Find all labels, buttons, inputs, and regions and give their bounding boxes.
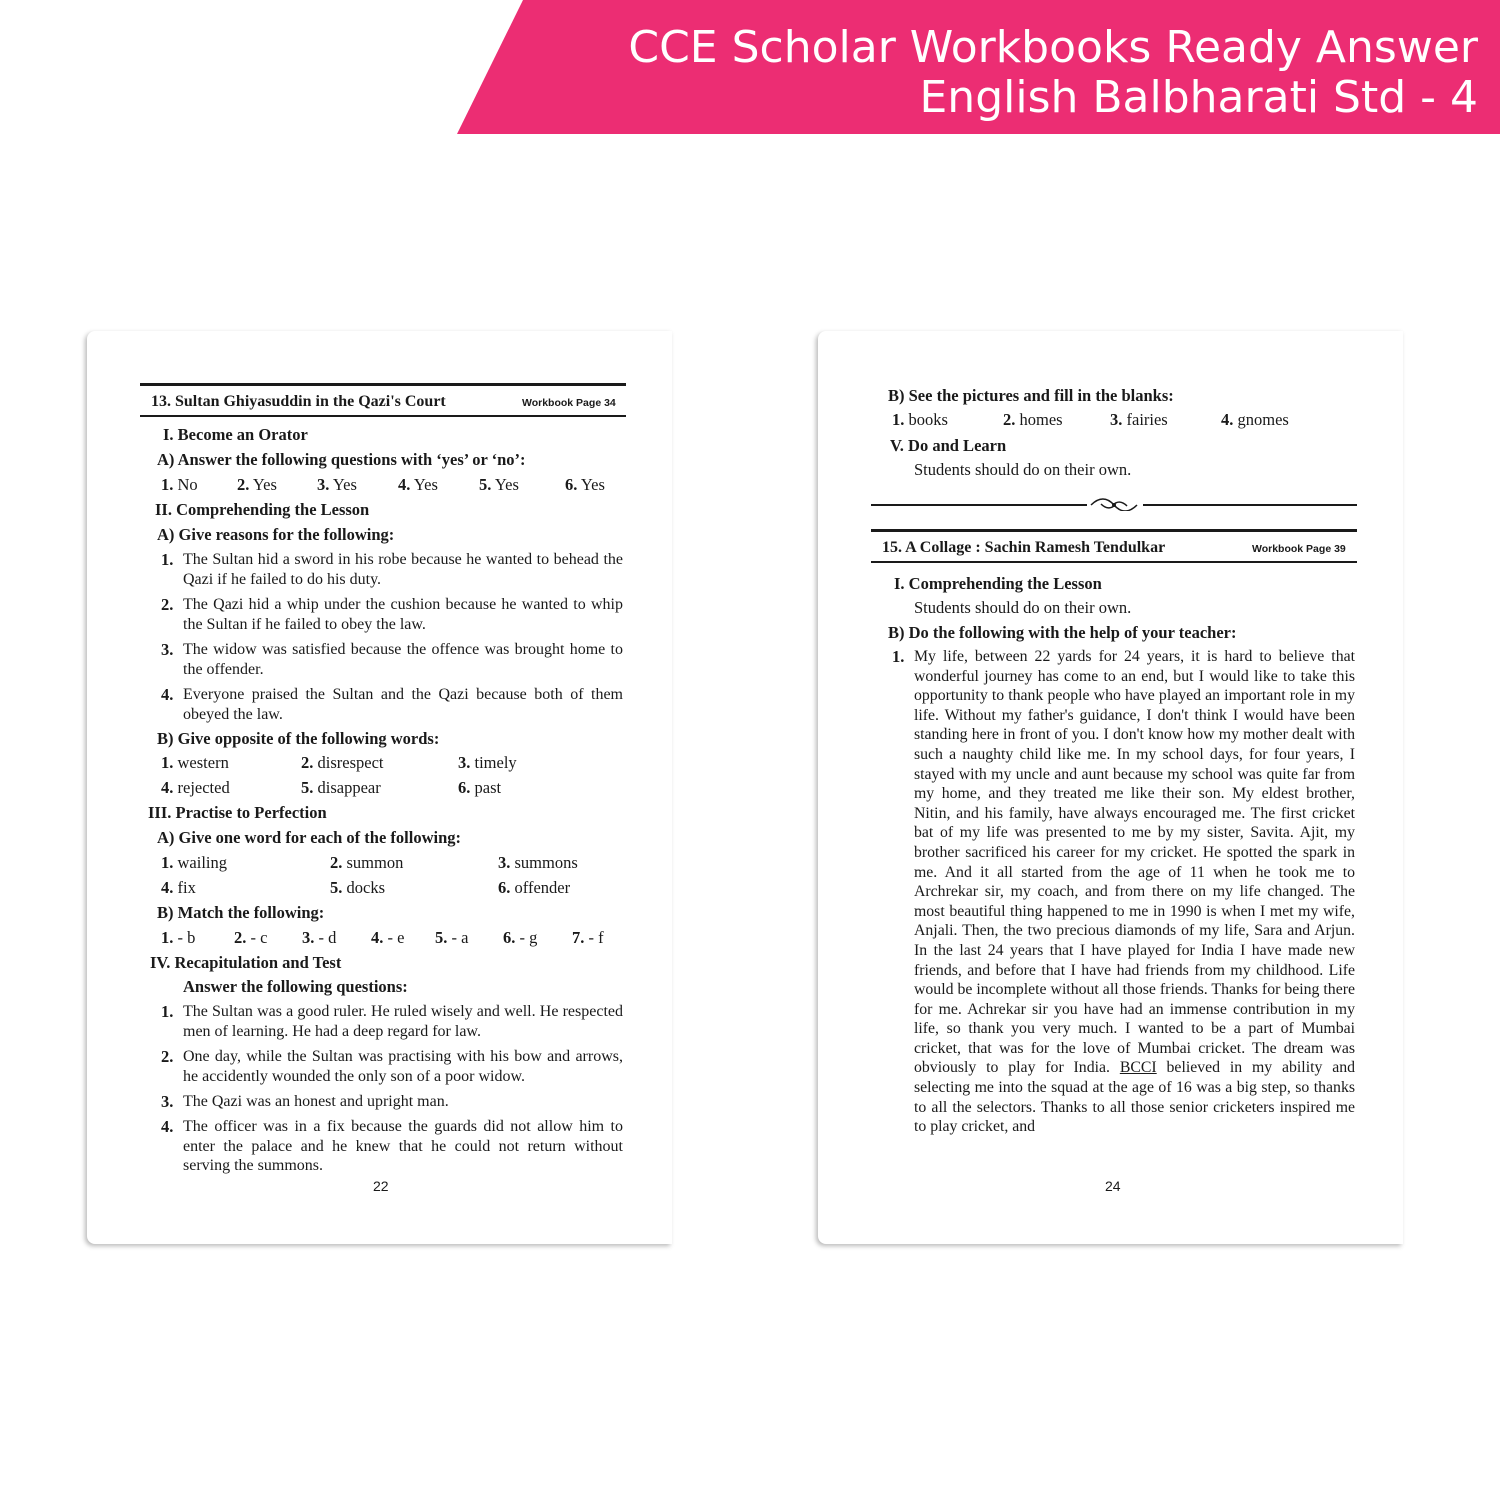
answer-text: One day, while the Sultan was practising with his bow and arrows, he accidently wounded the only son of a poor widow.: [183, 1048, 623, 1085]
bcci-underlined: BCCI: [1119, 1059, 1157, 1077]
list-number: 4.: [161, 1117, 174, 1136]
sub-heading: A) Give one word for each of the following:: [157, 828, 461, 847]
list-number: 2.: [161, 1047, 174, 1066]
sub-heading: Answer the following questions:: [183, 977, 408, 996]
chapter-top-rule: [140, 383, 626, 386]
section-heading: I. Become an Orator: [163, 425, 308, 444]
list-number: 3.: [161, 1092, 174, 1111]
list-number: 1.: [161, 1002, 174, 1021]
list-number: 1.: [161, 550, 174, 569]
answer-text: Students should do on their own.: [914, 460, 1132, 479]
answer-text: The Qazi hid a whip under the cushion because he wanted to whip the Sultan if he failed to obey the law.: [183, 596, 623, 633]
answer-item: 1. wailing: [161, 853, 227, 872]
banner-title-line-1: CCE Scholar Workbooks Ready Answer: [628, 22, 1478, 73]
answer-text: Students should do on their own.: [914, 598, 1132, 617]
chapter-top-rule: [871, 529, 1357, 532]
answer-item: 2. - c: [234, 928, 268, 947]
section-heading: I. Comprehending the Lesson: [894, 574, 1102, 593]
answer-text: The widow was satisfied because the offence was brought home to the offender.: [183, 641, 623, 678]
ornament-divider: [871, 495, 1357, 511]
answer-item: 2. homes: [1003, 410, 1063, 429]
answer-item: 5. Yes: [479, 475, 519, 494]
answer-text: The Sultan was a good ruler. He ruled wisely and well. He respected men of learning. He had a deep regard for law.: [183, 1003, 623, 1040]
answer-item: 6. Yes: [565, 475, 605, 494]
answer-item: 4. rejected: [161, 778, 230, 797]
sub-heading: B) Give opposite of the following words:: [157, 729, 440, 748]
answer-item: 5. - a: [435, 928, 469, 947]
answer-item: 3. timely: [458, 753, 517, 772]
answer-item: 2. Yes: [237, 475, 277, 494]
workbook-page-ref: Workbook Page 34: [522, 397, 616, 409]
section-heading: IV. Recapitulation and Test: [150, 953, 342, 972]
answer-text: The Sultan hid a sword in his robe because he wanted to behead the Qazi if he failed to do his duty.: [183, 551, 623, 588]
page-number: 24: [1105, 1178, 1121, 1194]
chapter-title: 15. A Collage : Sachin Ramesh Tendulkar: [882, 539, 1166, 556]
answer-item: 4. Yes: [398, 475, 438, 494]
answer-text: The officer was in a fix because the guards did not allow him to enter the palace and he knew that he could not return without serving the summons.: [183, 1118, 623, 1175]
answer-item: 5. disappear: [301, 778, 381, 797]
section-heading: II. Comprehending the Lesson: [155, 500, 370, 519]
section-heading: III. Practise to Perfection: [148, 803, 327, 822]
answer-item: 3. Yes: [317, 475, 357, 494]
answer-item: 6. - g: [503, 928, 538, 947]
list-number: 1.: [892, 647, 905, 666]
answer-item: 2. summon: [330, 853, 404, 872]
answer-item: 2. disrespect: [301, 753, 384, 772]
answer-item: 1. western: [161, 753, 229, 772]
answer-item: 4. fix: [161, 878, 196, 897]
answer-item: 6. offender: [498, 878, 571, 897]
sub-heading: B) Do the following with the help of your teacher:: [888, 623, 1237, 642]
answer-item: 3. - d: [302, 928, 337, 947]
banner-title-line-2: English Balbharati Std - 4: [919, 72, 1478, 123]
list-number: 2.: [161, 595, 174, 614]
sub-heading: A) Give reasons for the following:: [157, 525, 395, 544]
sub-heading: B) Match the following:: [157, 903, 325, 922]
list-number: 3.: [161, 640, 174, 659]
sub-heading: B) See the pictures and fill in the blanks:: [888, 386, 1174, 405]
answer-text: Everyone praised the Sultan and the Qazi because both of them obeyed the law.: [183, 686, 623, 723]
speech-text: My life, between 22 yards for 24 years, it is hard to believe that wonderful journey has come to an end, but I would like to take this opportunity to thank people who have played an important role in my life. Without my father's guidance, I don't think I would have been standing here in front of you. I don't know how my mother dealt with such a naughty child like me. In my school days, for four years, I stayed with my uncle and aunt because my school was quite far from my home, and they treated me like their son. My eldest brother, Nitin, and his family, have always encouraged me. The first cricket bat of my life was presented to me by my sister, Savita. Ajit, my brother sacrificed his career for my cricket. He spotted the spark in me. And it all started from the age of 11 when he took me to Archrekar sir, my coach, and from there on my life changed. The most beautiful thing happened to me in 1990 is when I met my wife, Anjali. Then, the two precious diamonds of my life, Sara and Arjun. In the last 24 years that I have played for India I have made new friends, and before that I have had friends from my childhood. Life would be incomplete without all those friends. Thanks for being there for me. Achrekar sir you have had an immense contribution in my life, so thank you very much. I wanted to be a part of Mumbai cricket, that was for the love of Mumbai cricket. The dream was obviously to play for India. BCCI believed in my ability and selecting me into the squad at the age of 16 was a big step, so thanks to all the selectors. Thanks to all those senior cricketers inspired me to play cricket, and: [914, 648, 1356, 1136]
sub-heading: A) Answer the following questions with ‘yes’ or ‘no’:: [157, 450, 526, 469]
answer-item: 4. gnomes: [1221, 410, 1289, 429]
chapter-title: 13. Sultan Ghiyasuddin in the Qazi's Court: [151, 393, 446, 410]
answer-item: 1. - b: [161, 928, 196, 947]
workbook-page-left: [87, 331, 672, 1244]
answer-item: 7. - f: [572, 928, 604, 947]
answer-item: 5. docks: [330, 878, 385, 897]
answer-item: 1. No: [161, 475, 198, 494]
answer-item: 3. fairies: [1110, 410, 1168, 429]
page-number: 22: [373, 1178, 389, 1194]
answer-text: The Qazi was an honest and upright man.: [183, 1093, 449, 1110]
answer-item: 4. - e: [371, 928, 405, 947]
answer-item: 1. books: [892, 410, 948, 429]
list-number: 4.: [161, 685, 174, 704]
workbook-page-ref: Workbook Page 39: [1252, 543, 1346, 555]
section-heading: V. Do and Learn: [890, 436, 1007, 455]
answer-item: 3. summons: [498, 853, 578, 872]
answer-item: 6. past: [458, 778, 502, 797]
workbook-page-right: [818, 331, 1403, 1244]
chapter-bottom-rule: [871, 561, 1357, 563]
chapter-bottom-rule: [140, 415, 626, 417]
